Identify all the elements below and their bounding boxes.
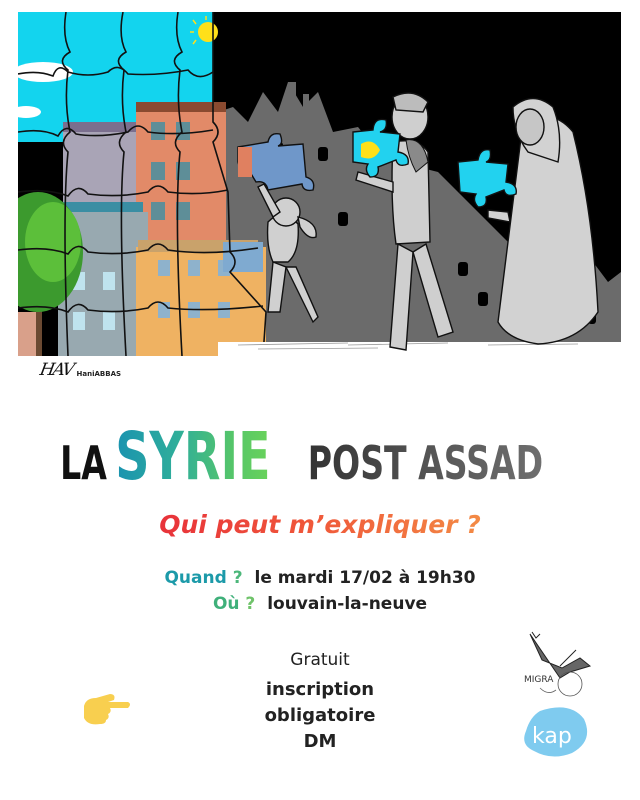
migra-logo (520, 630, 592, 702)
where-question-mark: ? (239, 594, 256, 614)
where-label (213, 594, 255, 614)
signature-name: HaniABBAS (76, 370, 122, 378)
title-la: LA (59, 436, 107, 490)
pointing-right-hand-icon (80, 690, 132, 728)
subtitle-text: Qui peut m’expliquer ? (159, 510, 481, 539)
registration-line-1: inscription (265, 679, 375, 700)
where-label-text: Où (212, 594, 240, 614)
registration-line-3: DM (303, 731, 337, 752)
registration-line-2: obligatoire (264, 705, 376, 726)
poster-illustration (18, 12, 621, 356)
event-where (0, 594, 640, 614)
poster-title (0, 418, 640, 495)
poster-subtitle (0, 510, 640, 539)
when-label-text: Quand (164, 568, 227, 588)
free-label: Gratuit (290, 650, 350, 670)
migra-logo-text: MIGRA (524, 675, 554, 685)
where-value: louvain-la-neuve (267, 594, 428, 614)
kap-logo (520, 705, 590, 759)
signature-mark: HAV (38, 360, 75, 380)
event-when (0, 568, 640, 588)
title-post-assad: POST ASSAD (308, 436, 544, 490)
when-label (164, 568, 242, 588)
when-question-mark: ? (226, 568, 243, 588)
kap-logo-text: kap (532, 724, 572, 749)
title-syrie: SYRIE (115, 418, 271, 495)
when-value: le mardi 17/02 à 19h30 (254, 568, 476, 588)
artist-signature (40, 360, 121, 380)
